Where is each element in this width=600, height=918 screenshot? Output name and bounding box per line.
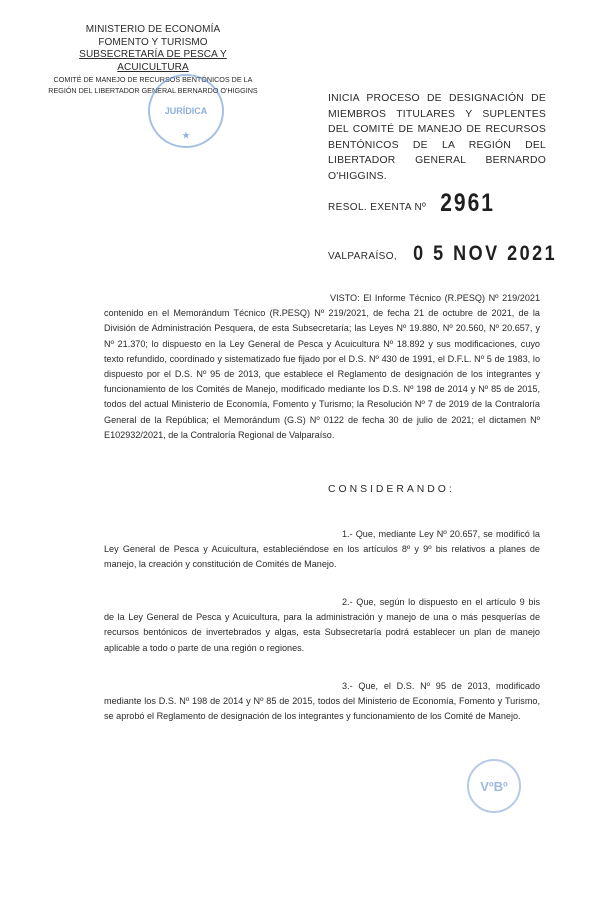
star-icon: ★ (182, 131, 190, 140)
vb-stamp-text: VºBº (480, 778, 508, 794)
date-stamp: 0 5 NOV 2021 (413, 240, 558, 265)
letterhead (48, 24, 258, 96)
vb-stamp (467, 759, 521, 813)
juridica-stamp (148, 74, 224, 148)
juridica-stamp-text: JURÍDICA (164, 106, 208, 116)
considerando-item-lead: 2.- Que, según lo dispuesto en el artículo 9 bis (342, 597, 540, 607)
visto-paragraph (104, 291, 540, 443)
visto-body: contenido en el Memorándum Técnico (R.PESQ) Nº 219/2021, de fecha 21 de octubre de 2021, de la División de Administración Pesquera, de esta Subsecretaría; las Leyes Nº 19.880, Nº 20.560, Nº 20.657, y Nº 21.370; lo dispuesto en la Ley General de Pesca y Acuicultura Nº 18.892 y sus modificaciones, cuyo texto refundido, coordinado y sistematizado fue fijado por el D.S. Nº 430 de 1991, el D.F.L. Nº 5 de 1983, lo dispuesto por el D.S. Nº 95 de 2013, que establece el Reglamento de designación de los integrantes y funcionamiento de los Comités de Manejo, modificado mediante los D.S. Nº 198 de 2014 y Nº 85 de 2015, todos del actual Ministerio de Economía, Fomento y Turismo; la Resolución Nº 7 de 2019 de la Contraloría General de la República; el Memorándum (G.S) Nº 0122 de fecha 30 de julio de 2021; el dictamen Nº E102932/2021, de la Contraloría Regional de Valparaíso. (104, 308, 540, 440)
considerando-item-3 (104, 679, 540, 725)
document-title: INICIA PROCESO DE DESIGNACIÓN DE MIEMBROS TITULARES Y SUPLENTES DEL COMITÉ DE MANEJO DE RECURSOS BENTÓNICOS DE LA REGIÓN DEL LIBERTADOR GENERAL BERNARDO O'HIGGINS. (328, 93, 546, 182)
letterhead-ministry: MINISTERIO DE ECONOMÍA (85, 24, 221, 35)
considerando-item-1 (104, 527, 540, 573)
considerando-item-body: de la Ley General de Pesca y Acuicultura, para la administración y manejo de una o más pesquerías de recursos bentónicos de invertebrados y algas, esta Subsecretaría podrá establecer un plan de manejo aplicable a todo o parte de una región o regiones. (104, 612, 540, 653)
date-label: VALPARAÍSO, (328, 251, 398, 262)
considerando-heading: CONSIDERANDO: (328, 484, 455, 495)
letterhead-subsecretariat: SUBSECRETARÍA DE PESCA Y ACUICULTURA (79, 49, 227, 73)
letterhead-region: REGIÓN DEL LIBERTADOR GENERAL BERNARDO O'HIGGINS (48, 86, 258, 95)
letterhead-committee: COMITÉ DE MANEJO DE RECURSOS BENTÓNICOS DE LA (53, 75, 253, 84)
considerando-item-body: Ley General de Pesca y Acuicultura, estableciéndose en los artículos 8º y 9º bis relativos a planes de manejo, la creación y constitución de Comités de Manejo. (104, 544, 540, 570)
considerando-item-2 (104, 595, 540, 656)
letterhead-ministry-sub: FOMENTO Y TURISMO (98, 36, 208, 48)
considerando-item-body: mediante los D.S. Nº 198 de 2014 y Nº 85 de 2015, todos del Ministerio de Economía, Fomento y Turismo, se aprobó el Reglamento de designación de los integrantes y funcionamiento de los Comité de Manejo. (104, 696, 540, 722)
resolution-number: 2961 (440, 189, 495, 218)
date-row (328, 240, 558, 265)
resolution-label: RESOL. EXENTA Nº (328, 202, 427, 213)
resolution-row (328, 189, 495, 218)
considerando-item-lead: 3.- Que, el D.S. Nº 95 de 2013, modificado (342, 681, 540, 691)
visto-first-line: VISTO: El Informe Técnico (R.PESQ) Nº 219/2021 (330, 293, 540, 303)
considerando-item-lead: 1.- Que, mediante Ley Nº 20.657, se modificó la (342, 529, 540, 539)
